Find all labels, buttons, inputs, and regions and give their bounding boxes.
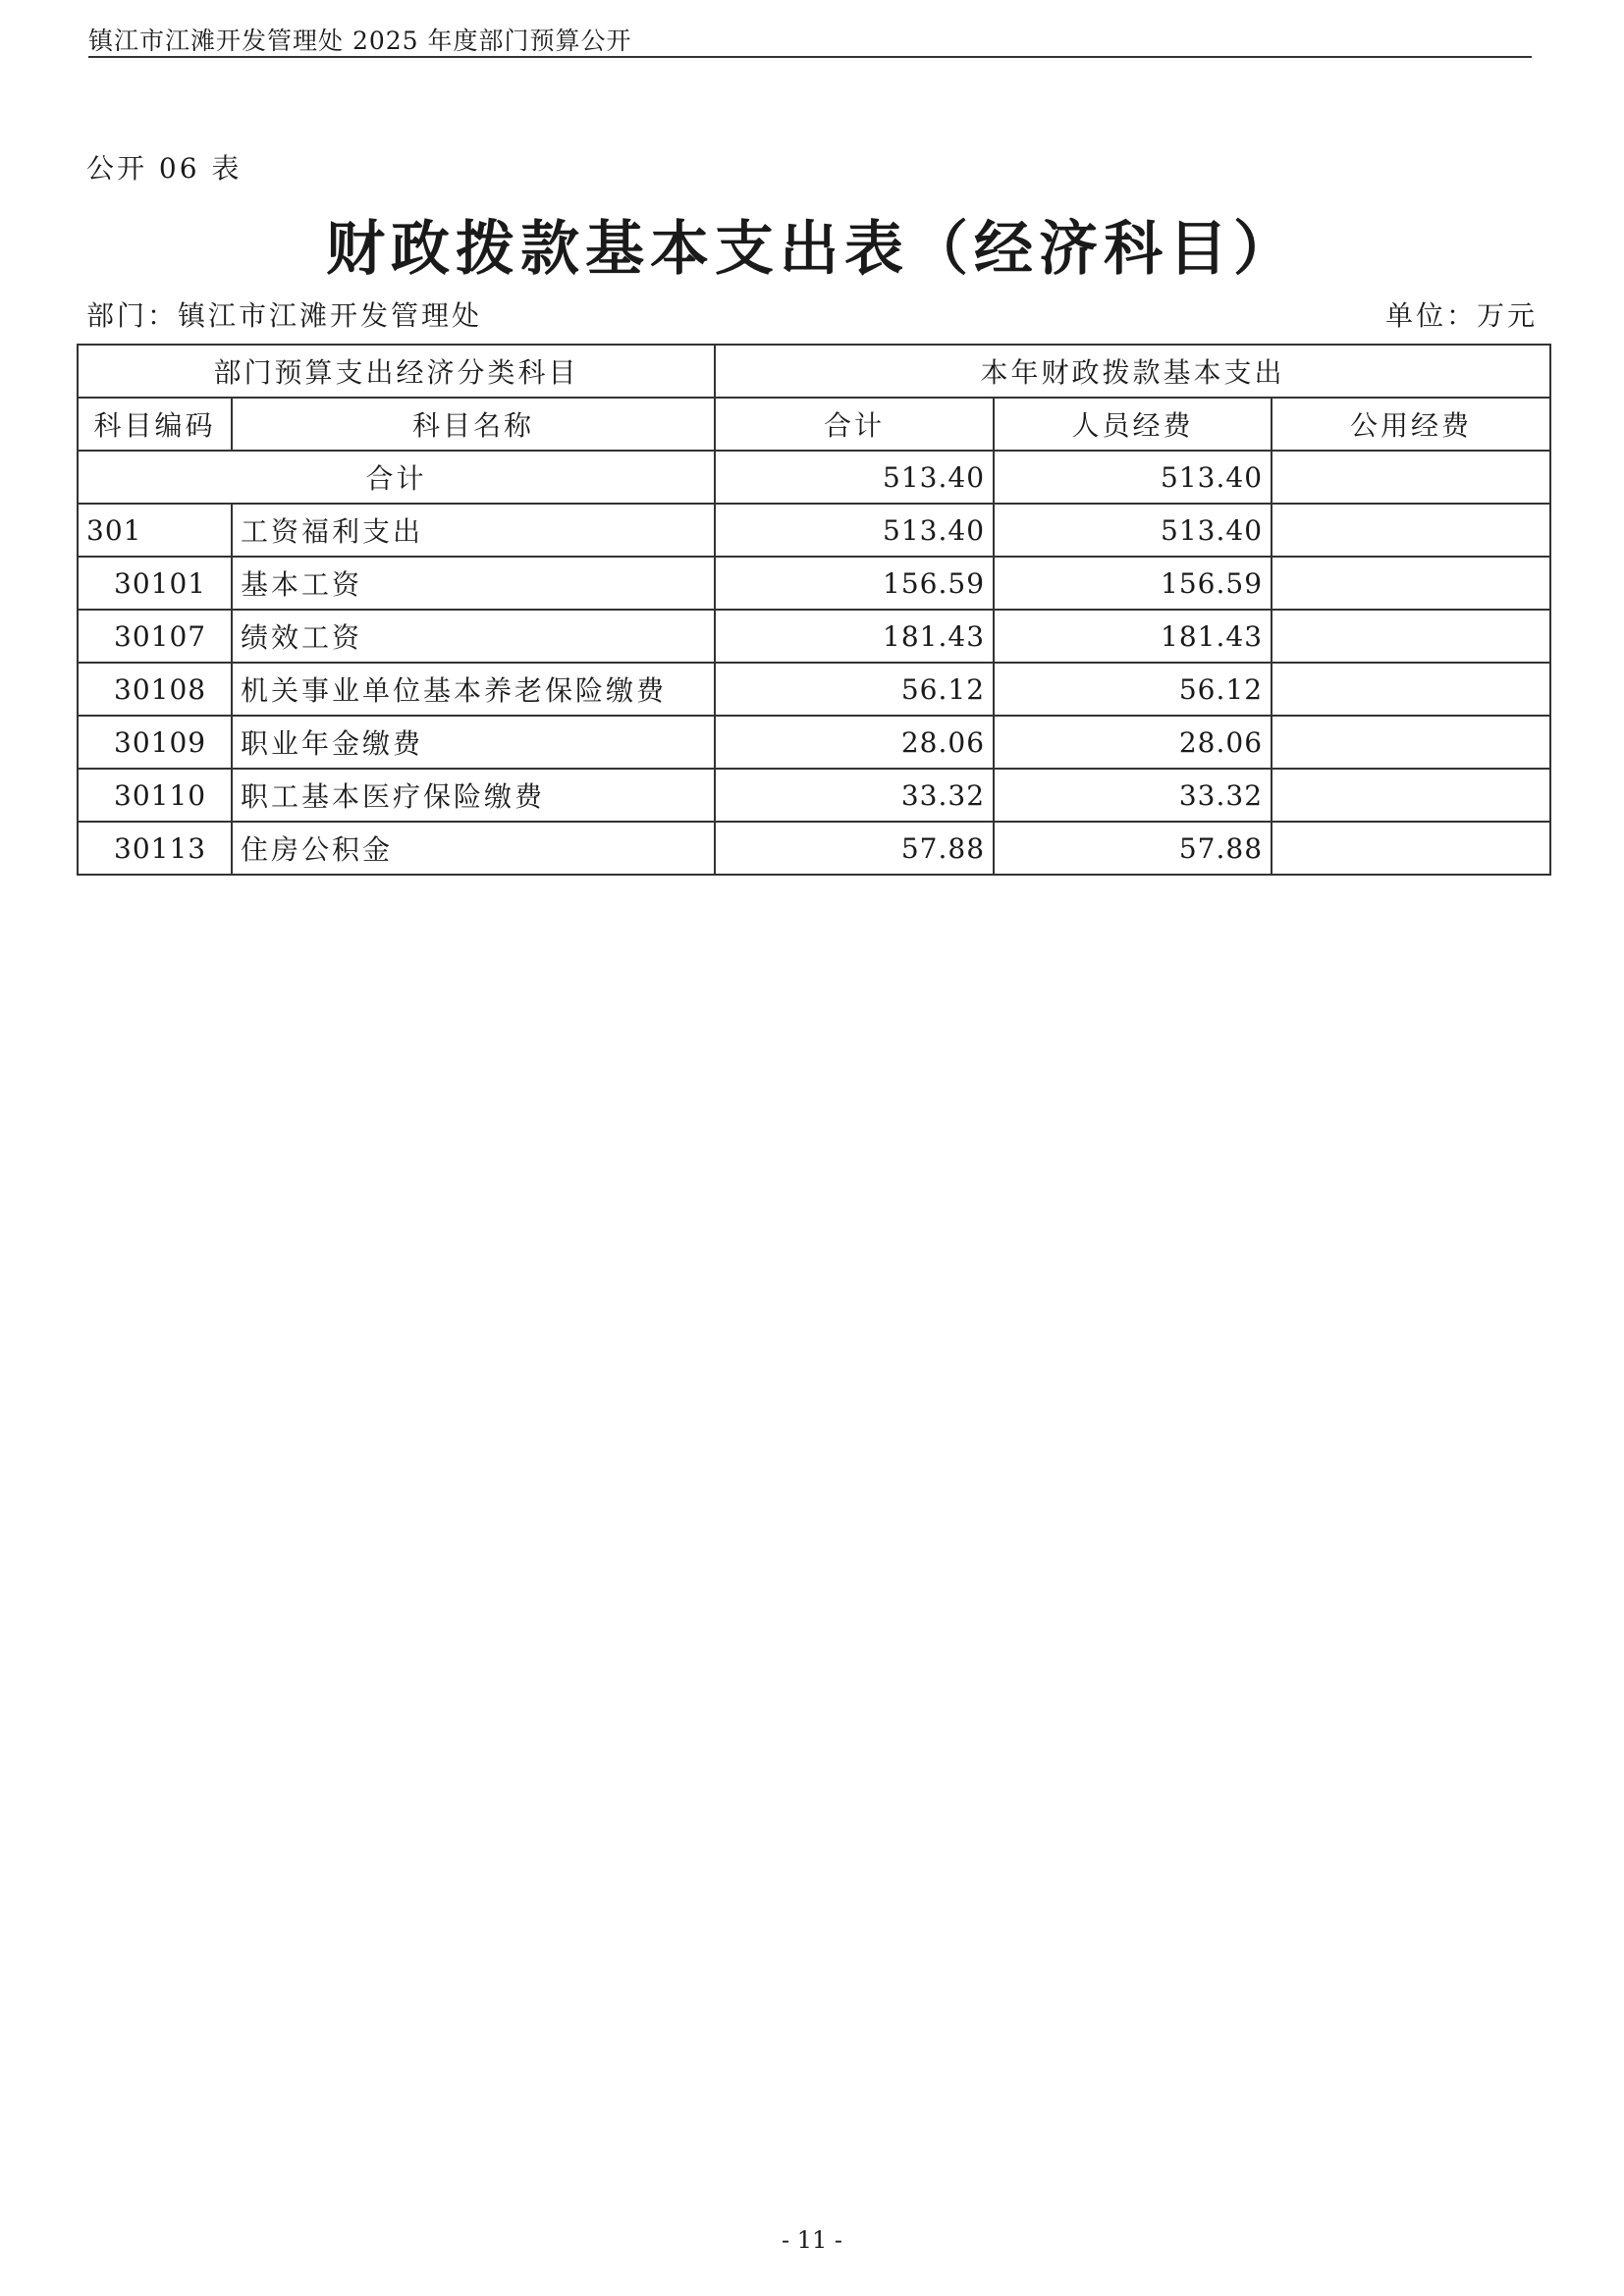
code-cell: 30110 <box>78 769 232 822</box>
code-cell: 30108 <box>78 663 232 716</box>
public-cell <box>1272 663 1550 716</box>
code-cell: 30101 <box>78 557 232 610</box>
total-cell: 181.43 <box>715 610 994 663</box>
table-row <box>78 663 1550 716</box>
table-row <box>78 822 1550 875</box>
total-cell: 513.40 <box>715 504 994 557</box>
column-header-public: 公用经费 <box>1272 398 1550 451</box>
column-header-row <box>78 398 1550 451</box>
public-cell <box>1272 557 1550 610</box>
code-cell: 30109 <box>78 716 232 769</box>
personnel-cell: 28.06 <box>994 716 1272 769</box>
public-cell <box>1272 716 1550 769</box>
total-cell: 28.06 <box>715 716 994 769</box>
group-header-expenditure: 本年财政拨款基本支出 <box>715 345 1550 398</box>
personnel-cell: 181.43 <box>994 610 1272 663</box>
personnel-cell: 33.32 <box>994 769 1272 822</box>
public-cell <box>1272 451 1550 504</box>
table-row <box>78 769 1550 822</box>
unit-label: 单位：万元 <box>1384 299 1538 332</box>
total-row <box>78 451 1550 504</box>
personnel-cell: 513.40 <box>994 451 1272 504</box>
name-cell: 工资福利支出 <box>232 504 715 557</box>
personnel-cell: 57.88 <box>994 822 1272 875</box>
running-header: 镇江市江滩开发管理处 2025 年度部门预算公开 <box>88 27 632 55</box>
code-cell: 30107 <box>78 610 232 663</box>
budget-table <box>77 344 1551 876</box>
total-cell: 33.32 <box>715 769 994 822</box>
page-title: 财政拨款基本支出表（经济科目） <box>326 215 1298 284</box>
table-row <box>78 610 1550 663</box>
group-header-row <box>78 345 1550 398</box>
page-number: - 11 - <box>781 2226 842 2254</box>
department-label: 部门：镇江市江滩开发管理处 <box>86 299 483 332</box>
name-cell: 机关事业单位基本养老保险缴费 <box>232 663 715 716</box>
total-cell: 156.59 <box>715 557 994 610</box>
header-divider <box>88 56 1532 58</box>
total-cell: 57.88 <box>715 822 994 875</box>
code-cell: 30113 <box>78 822 232 875</box>
name-cell: 基本工资 <box>232 557 715 610</box>
total-label: 合计 <box>78 451 715 504</box>
name-cell: 职工基本医疗保险缴费 <box>232 769 715 822</box>
group-header-classification: 部门预算支出经济分类科目 <box>78 345 715 398</box>
form-number: 公开 06 表 <box>86 152 243 185</box>
column-header-name: 科目名称 <box>232 398 715 451</box>
personnel-cell: 56.12 <box>994 663 1272 716</box>
table-row <box>78 716 1550 769</box>
public-cell <box>1272 610 1550 663</box>
public-cell <box>1272 769 1550 822</box>
column-header-personnel: 人员经费 <box>994 398 1272 451</box>
column-header-total: 合计 <box>715 398 994 451</box>
column-header-code: 科目编码 <box>78 398 232 451</box>
public-cell <box>1272 822 1550 875</box>
public-cell <box>1272 504 1550 557</box>
table-row <box>78 557 1550 610</box>
personnel-cell: 513.40 <box>994 504 1272 557</box>
code-cell: 301 <box>78 504 232 557</box>
total-cell: 56.12 <box>715 663 994 716</box>
name-cell: 绩效工资 <box>232 610 715 663</box>
name-cell: 职业年金缴费 <box>232 716 715 769</box>
name-cell: 住房公积金 <box>232 822 715 875</box>
table-row <box>78 504 1550 557</box>
personnel-cell: 156.59 <box>994 557 1272 610</box>
total-cell: 513.40 <box>715 451 994 504</box>
